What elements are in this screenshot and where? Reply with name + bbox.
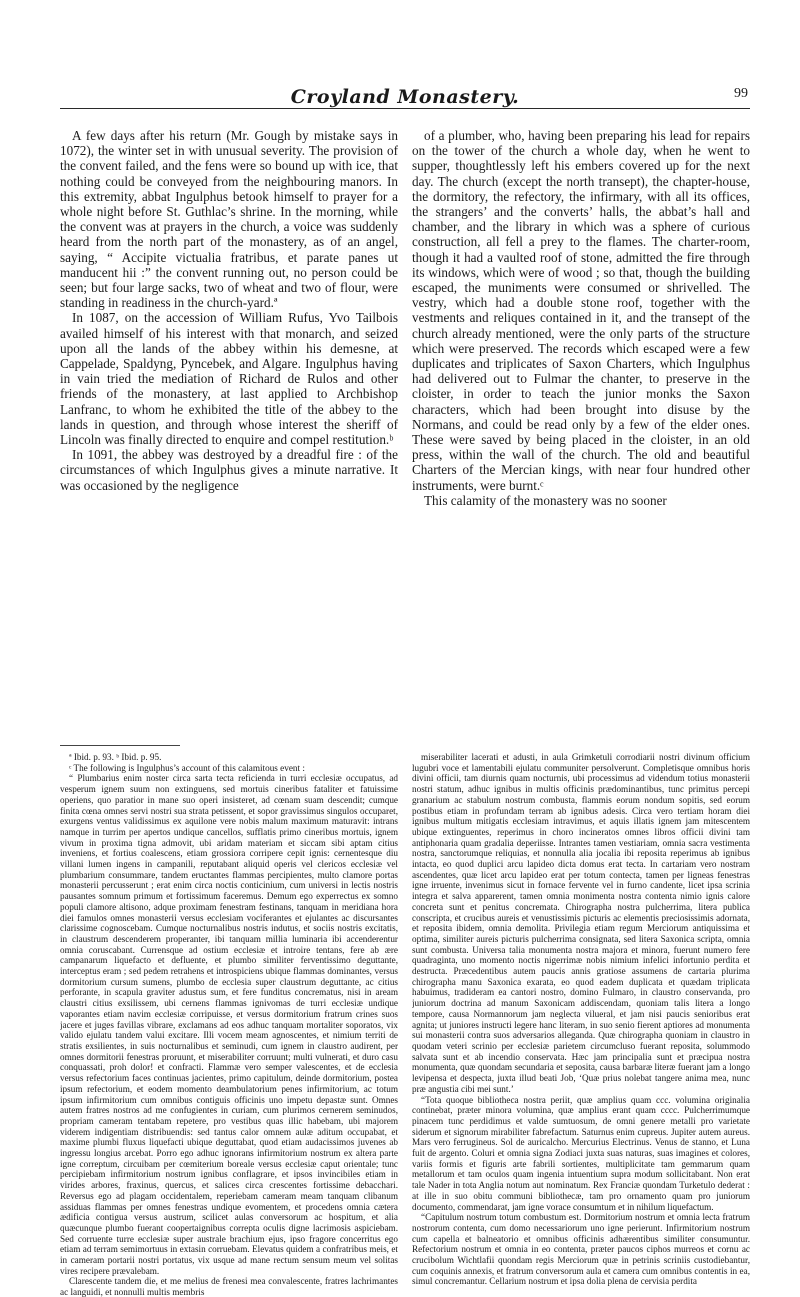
header-rule bbox=[60, 108, 750, 109]
footnotes-left-column bbox=[60, 752, 398, 1297]
paragraph: A few days after his return (Mr. Gough by mistake says in 1072), the winter set in with unusual severity. The provision of the convent failed, and the fens were so bound up with ice, that nothing could be conveyed from the neighbouring manors. In this extremity, abbat Ingulphus betook himself to prayer for a whole night before St. Guthlac’s shrine. In the morning, while the convent was at prayers in the church, a voice was suddenly heard from the north part of the monastery, as of an angel, saying, “ Accipite victualia fratribus, et parate panes ut manducent hii :” the convent running out, no person could be seen; but four large sacks, two of wheat and two of flour, were standing in readiness in the church-yard.ª bbox=[60, 128, 398, 311]
footnote-refs: ª Ibid. p. 93. ᵇ Ibid. p. 95. bbox=[69, 752, 162, 762]
footnote-paragraph: “Tota quoque bibliotheca nostra periit, quæ amplius quam ccc. volumina originalia continebat, præter minora volumina, quæ amplius erant quam cccc. Pulcherrimumque pinacem tunc perdidimus et valde sumtuosum, de omni genere metalli pro varietate siderum et signorum mirabiliter fabrefactum. Saturnus enim cupreus. Jupiter autem aureus. Mars vero ferrugineus. Sol de auricalcho. Mercurius Electrinus. Venus de stanno, et Luna fuit de argento. Coluri et omnia signa Zodiaci juxta suas naturas, suas imagines et colores, variis formis et figuris arte fabrili sortientes, multiplicitate tam gemmarum quam metallorum et tam oculos quam ingenia intuentium supra modum sollicitabant. Non erat tale Nader in tota Anglia notum aut nominatum. Rex Franciæ quondam Turketulo dederat : at ille in suo obitu communi bibliothecæ, tam pro ornamento quam pro juniorum documento, commendarat, jam igne vorace consumtum et in nihilum liquefactum. bbox=[412, 1094, 750, 1212]
footnote-paragraph: “ Plumbarius enim noster circa sarta tecta reficienda in turri ecclesiæ occupatus, ad vesperum ignem suum non extinguens, sed mortuis cineribus fataliter et fatuissime operiens, quo paratior in mane suo operi insisteret, ad cœnam suam descendit; cumque finita cœna omnes servi nostri sua strata petissent, et sopor gravissimus singulos occuparet, exurgens ventus validissimus ex aquilone vere nobis malum maximum maturavit: intrans namque in turrim per apertos undique cancellos, sufflatis primo cineribus mortuis, ignem vivum in proxima tigna admovit, ubi aridam materiam et siccam sibi aptam citius inveniens, et fortius coalescens, etiam grossiora corripere cepit ignis: cernentesque diu villani lumen ingens in campanili, reputabant aliquid operis vel clericos ecclesiæ vel plumbarium consummare, tandem eructantes flammas percipientes, multo clamore portas monasterii percusserunt ; erat enim circa noctis conticinium, cum universi in lectis nostris pausantes somnum primum et fortissimum faceremus. Demum ego experrectus ex somno populi clamore altisono, adque proximam fenestram festinans, tanquam in meridiana hora diei famulos omnes monasterii versus ecclesiam vociferantes et ejulantes ac discursantes clarissime cognoscebam. Cumque nocturnalibus nostris indutus, et sociis nostris excitatis, in claustrum descenderem properanter, ibi tanquam millia luminaria ibi accenderentur omnia coruscabant. Currensque ad ostium ecclesiæ et introire tentans, fere ab ære campanarum liquefacto et defluente, et plumbo similiter ferventissimo deguttante, interceptus eram ; sed pedem retrahens et introspiciens ubique flammas dominantes, versus dormitorium cursum sumens, plumbo de ecclesia super claustrum deguttante, ac citius perforante, in scapula graviter adustus sum, et fere funditus concrematus, nisi in aream claustri citius exsilissem, ubi cernens flammas ignivomas de turri ecclesiæ undique vaporantes etiam navim ecclesiæ corripuisse, et versus dormitorium fratrum crines suos jacere et juges favillas vibrare, exclamans ad eos adhuc tanquam mortaliter soporatos, vix valido ejulatu tandem valui excitare. Illi vocem meam agnoscentes, et nimium territi de stratis exsilientes, in suis nocturnalibus et seminudi, cum ignem in claustro audirent, per omnes dormitorii fenestras proruunt, et miserabiliter corruunt; multi vulnerati, et duro casu conquassati, proh dolor! et confracti. Flammæ vero semper valescentes, et de ecclesia versus refectorium faces continuas jacientes, primo capitulum, deinde dormitorium, postea ipsum refectorium, et eodem momento deambulatorium penes infirmitorium, ac totum ipsum infirmitorium cum omnibus contiguis officinis uno impetu depastæ sunt. Omnes autem fratres nostros ad me confugientes in curiam, cum plurimos cernerem seminudos, propriam cameram tentabam repetere, pro vestibus quas illic habebam, ubi majorem viderem indigentiam distribuendis: sed tantus calor omnem aulæ aditum occupabat, et maxime plumbi fluxus liquefacti ubique deguttabat, quod etiam audacissimos juvenes ab ingressu longius arcebat. Porro ego adhuc ignorans infirmitorium nostrum ex altera parte igne correptum, circuibam per cœmiterium boreale versus ecclesiæ caput orientale; tunc percipiebam infirmitorium nostrum ignibus conflagrare, et ipsos invincibiles etiam in virides arbores, fraxinus, quercus, et salices circa crescentes fortissime debacchari. Reversus ego ad plagam occidentalem, reperiebam cameram meam tanquam clibanum assiduas flammas per omnes fenestras undique evomentem, et procedens omnia cætera ædificia contigua versus austrum, scilicet aulas conversorum ac hospitum, et alia quæcunque plumbo fuerant coopertaignibus correpta oculis digne lacrimosis aspiciebam. Sed corruente turre ecclesiæ super australe brachium ejus, ipso fragore concerritus ego etiam ad terram semimortuus in extasin corruebam. Elevatus quidem a confratribus meis, et in cameram portarii nostri portatus, vix usque ad mane rectum sensum meum vel solitas vires recipere prævalebam. bbox=[60, 773, 398, 1276]
footnotes-right-column bbox=[412, 752, 750, 1297]
main-text-right-column bbox=[412, 128, 750, 726]
paragraph: This calamity of the monastery was no sooner bbox=[424, 492, 667, 508]
footnote-rule bbox=[60, 745, 180, 746]
paragraph: In 1087, on the accession of William Rufus, Yvo Tailbois availed himself of his interest with that monarch, and seized upon all the lands of the abbey within his demesne, at Cappelade, Spaldyng, Pyncebek, and Algare. Ingulphus having in vain tried the mediation of Richard de Rulos and other friends of the monastery, at last applied to Archbishop Lanfranc, to whom he exhibited the title of the abbey to the lands in question, and through whose interest the sheriff of Lincoln was finally directed to enquire and compel restitution.ᵇ bbox=[60, 310, 398, 448]
paragraph: In 1091, the abbey was destroyed by a dreadful fire : of the circumstances of which Ingulphus gives a minute narrative. It was occasioned by the negligence bbox=[60, 447, 398, 493]
main-text-left-column bbox=[60, 128, 398, 726]
footnote-paragraph: “Capitulum nostrum totum combustum est. Dormitorium nostrum et omnia lecta fratrum nostrorum contenta, cum domo necessariorum uno igne perierunt. Infirmitorium nostrum cum capella et balneatorio et omnibus officinis adhærentibus similiter consumuntur. Refectorium nostrum et omnia in eo contenta, præter paucos ciphos murreos et cornu ac crucibolum Wichtlafii quondam regis Merciorum quæ in petrinis scriniis custodiebantur, cum coquinis annexis, et fratrum conversorum aula et camera cum omnibus contentis in ea, simul concremantur. Cellarium nostrum et ipsa dolia plena de cervisia perdita bbox=[412, 1212, 750, 1287]
page-number: 99 bbox=[734, 86, 748, 101]
running-title: Croyland Monastery. bbox=[290, 86, 520, 108]
page-header bbox=[0, 0, 800, 106]
footnote-intro: ᶜ The following is Ingulphus’s account of this calamitous event : bbox=[69, 762, 305, 773]
footnote-paragraph: Clarescente tandem die, et me melius de frenesi mea convalescente, fratres lachrimantes ac languidi, et nonnulli multis membris bbox=[60, 1276, 398, 1297]
paragraph: of a plumber, who, having been preparing his lead for repairs on the tower of the church a whole day, when he went to supper, thoughtlessly left his embers covered up for the next day. The church (except the north transept), the chapter-house, the dormitory, the refectory, the infirmary, with all its offices, the strangers’ and the converts’ halls, the abbat’s hall and chamber, and the library in which was a sphere of curious construction, all fell a prey to the flames. The charter-room, though it had a vaulted roof of stone, admitted the fire through its windows, which were of wood ; so that, though the building escaped, the muniments were consumed or shrivelled. The vestry, which had a double stone roof, together with the vestments and reliques contained in it, and the transept of the church already mentioned, were the only parts of the structure which were preserved. The records which escaped were a few duplicates and triplicates of Saxon Charters, which Ingulphus had delivered out to Fulmar the chanter, to preserve in the cloister, in order to teach the junior monks the Saxon characters, which had been brought into disuse by the Normans, and could be read only by a few of the elder ones. These were saved by being placed in the cloister, in an old press, within the wall of the church. The old and beautiful Charters of the Mercian kings, with near four hundred other instruments, were burnt.ᶜ bbox=[412, 128, 750, 493]
footnote-paragraph: miserabiliter lacerati et adusti, in aula Grimketuli corrodiarii nostri divinum officium lugubri voce et lamentabili ejulatu communiter persolverunt. Completisque omnibus horis divini officii, tam diurnis quam nocturnis, ubi processimus ad videndum totius monasterii nostri statum, adhuc ignibus in multis officinis prædominantibus, tunc primitus percepi granarium ac stabulum nostrum combusta, flammis eorum nondum sopitis, sed eorum postibus etiam in profundam terram ab ignibus adesis. Circa vero tertiam horam diei ignibus multum mitigatis ecclesiam intravimus, et aquis illatis ignem jam mitescentem ubique extinguentes, reperimus in choro incineratos omnes libros officii divini tam antiphonaria quam gradalia deperiisse. Intrantes tamen vestiariam, omnia sacra vestimenta nostra, sanctorumque reliquias, et nonnulla alia jocalia ibi reposita reperimus ab ignibus intacta, eo quod duplici arcu lapideo dicta domus erat tecta. In cartariam vero nostram ascendentes, quæ licet arcu lapideo erat per totum contecta, tamen per ligneas fenestras igne irruente, invenimus sicut in fornace fervente vel in furno candente, licet ipsa scrinia integra et salva apparerent, tamen omnia monimenta nostra contenta nimio ignis calore concreta sunt et penitus concremata. Chirographa nostra pulcherrima, litera publica conscripta, et crucibus aureis et venustissimis picturis ac elementis preciosissimis adornata, et reposita ibidem, omnia demolita. Privilegia etiam regum Merciorum antiquissima et optima, similiter aureis picturis pulcherrima consignata, sed litera Saxonica scripta, omnia sunt combusta. Universa talia monumenta nostra majora et minora, fuerunt numero fere quadraginta, uno momento noctis nigerrimæ nobis nimium infelici infortunio perdita et destructa. Præcedentibus autem paucis annis gratiose assumens de cartaria plurima chirographa manu Saxonica exarata, eo quod eadem duplicata et quædam triplicata habuimus, tradideram ea cantori nostro, domino Fulmaro, in claustro conservanda, pro juniorum doctrina ad manum Saxonicam addiscendam, quoniam talis litera a longo tempore, causa Normannorum jam neglecta vilueral, et jam nisi paucis senioribus erat agnita; ut juniores instructi legere hanc literam, in suo senio fierent aptiores ad monumenta sui monasterii contra suos adversarios alleganda. Quæ chirographa quoniam in claustro in quodam veteri scrinio per ecclesiæ parietem circumcluso fuerant reposita, solummodo salvata sunt et ab incendio conservata. Hæc jam principalia sunt et præcipua nostra monumenta, quæ quondam secundaria et seposita, causa barbaræ literæ fuerant jam a longo levipensa et despecta, juxta illud beati Job, ‘Quæ prius nolebat tangere anima mea, nunc præ angustia cibi mei sunt.’ bbox=[412, 752, 750, 1094]
